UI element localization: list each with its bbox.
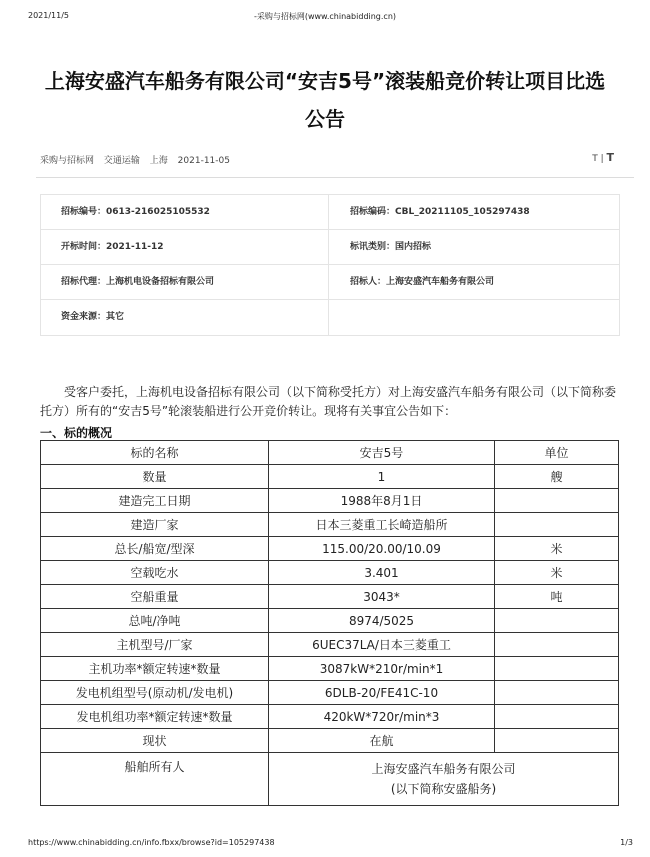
spec-table	[40, 440, 619, 806]
meta-date: 2021-11-05	[177, 156, 230, 166]
spec-unit: 吨	[495, 585, 619, 609]
spec-value: 安吉5号	[269, 441, 495, 465]
spec-value: 8974/5025	[269, 609, 495, 633]
font-size-toggle	[592, 151, 614, 164]
spec-name: 建造厂家	[41, 513, 269, 537]
font-small-button[interactable]: T	[592, 154, 598, 164]
spec-name: 船舶所有人	[41, 753, 269, 806]
spec-value: 3043*	[269, 585, 495, 609]
empty-cell	[329, 300, 619, 335]
font-toggle-separator: |	[600, 154, 604, 164]
meta-category[interactable]: 交通运输	[103, 156, 140, 166]
page-title: 上海安盛汽车船务有限公司“安吉5号”滚装船竞价转让项目比选公告	[44, 69, 606, 131]
owner-line-1: 上海安盛汽车船务有限公司	[371, 762, 516, 776]
table-row	[41, 441, 619, 465]
header-divider	[36, 177, 634, 178]
spec-value: 115.00/20.00/10.09	[269, 537, 495, 561]
print-date: 2021/11/5	[28, 11, 70, 20]
bid-agent: 招标代理：上海机电设备招标有限公司	[41, 265, 329, 300]
table-row-owner	[41, 753, 619, 806]
bid-info-box	[40, 194, 620, 336]
spec-value: 3087kW*210r/min*1	[269, 657, 495, 681]
spec-unit: 艘	[495, 465, 619, 489]
meta-source[interactable]: 采购与招标网	[40, 156, 95, 166]
meta-region[interactable]: 上海	[149, 156, 168, 166]
spec-name: 标的名称	[41, 441, 269, 465]
owner-line-2: (以下简称安盛船务)	[390, 782, 497, 796]
spec-name: 总吨/净吨	[41, 609, 269, 633]
spec-unit	[495, 657, 619, 681]
table-row	[41, 729, 619, 753]
table-row	[41, 633, 619, 657]
spec-unit: 单位	[495, 441, 619, 465]
table-row	[41, 465, 619, 489]
print-site-title: -采购与招标网(www.chinabidding.cn)	[253, 12, 397, 21]
spec-unit: 米	[495, 561, 619, 585]
section-heading: 一、标的概况	[40, 426, 113, 440]
opening-time: 开标时间：2021-11-12	[41, 230, 329, 265]
spec-value: 420kW*720r/min*3	[269, 705, 495, 729]
article-meta	[40, 153, 237, 166]
bid-type: 标讯类别：国内招标	[329, 230, 619, 265]
table-row	[41, 537, 619, 561]
table-row	[41, 705, 619, 729]
tenderer: 招标人：上海安盛汽车船务有限公司	[329, 265, 619, 300]
spec-name: 空载吃水	[41, 561, 269, 585]
spec-value: 6DLB-20/FE41C-10	[269, 681, 495, 705]
owner-value	[269, 753, 619, 806]
spec-value: 1988年8月1日	[269, 489, 495, 513]
print-page-number: 1/3	[620, 838, 633, 847]
spec-name: 建造完工日期	[41, 489, 269, 513]
font-large-button[interactable]: T	[606, 151, 614, 164]
table-row	[41, 513, 619, 537]
spec-unit	[495, 705, 619, 729]
intro-paragraph: 受客户委托，上海机电设备招标有限公司（以下简称受托方）对上海安盛汽车船务有限公司（以下简称委托方）所有的“安吉5号”轮滚装船进行公开竞价转让。现将有关事宜公告如下：	[40, 385, 617, 418]
spec-unit	[495, 489, 619, 513]
spec-value: 6UEC37LA/日本三菱重工	[269, 633, 495, 657]
spec-name: 发电机组型号(原动机/发电机)	[41, 681, 269, 705]
table-row	[41, 585, 619, 609]
spec-name: 数量	[41, 465, 269, 489]
table-row	[41, 609, 619, 633]
spec-unit	[495, 609, 619, 633]
spec-value: 在航	[269, 729, 495, 753]
fund-source: 资金来源：其它	[41, 300, 329, 335]
spec-value: 3.401	[269, 561, 495, 585]
spec-name: 空船重量	[41, 585, 269, 609]
spec-name: 主机型号/厂家	[41, 633, 269, 657]
spec-name: 主机功率*额定转速*数量	[41, 657, 269, 681]
spec-name: 总长/船宽/型深	[41, 537, 269, 561]
spec-unit	[495, 681, 619, 705]
bid-number: 招标编号：0613-216025105532	[41, 195, 329, 230]
bid-code: 招标编码：CBL_20211105_105297438	[329, 195, 619, 230]
spec-unit	[495, 729, 619, 753]
spec-unit	[495, 513, 619, 537]
table-row	[41, 681, 619, 705]
spec-name: 现状	[41, 729, 269, 753]
spec-name: 发电机组功率*额定转速*数量	[41, 705, 269, 729]
spec-value: 日本三菱重工长崎造船所	[269, 513, 495, 537]
print-footer-url: https://www.chinabidding.cn/info.fbxx/browse?id=105297438	[28, 838, 275, 847]
table-row	[41, 561, 619, 585]
spec-value: 1	[269, 465, 495, 489]
table-row	[41, 489, 619, 513]
spec-unit: 米	[495, 537, 619, 561]
table-row	[41, 657, 619, 681]
spec-unit	[495, 633, 619, 657]
